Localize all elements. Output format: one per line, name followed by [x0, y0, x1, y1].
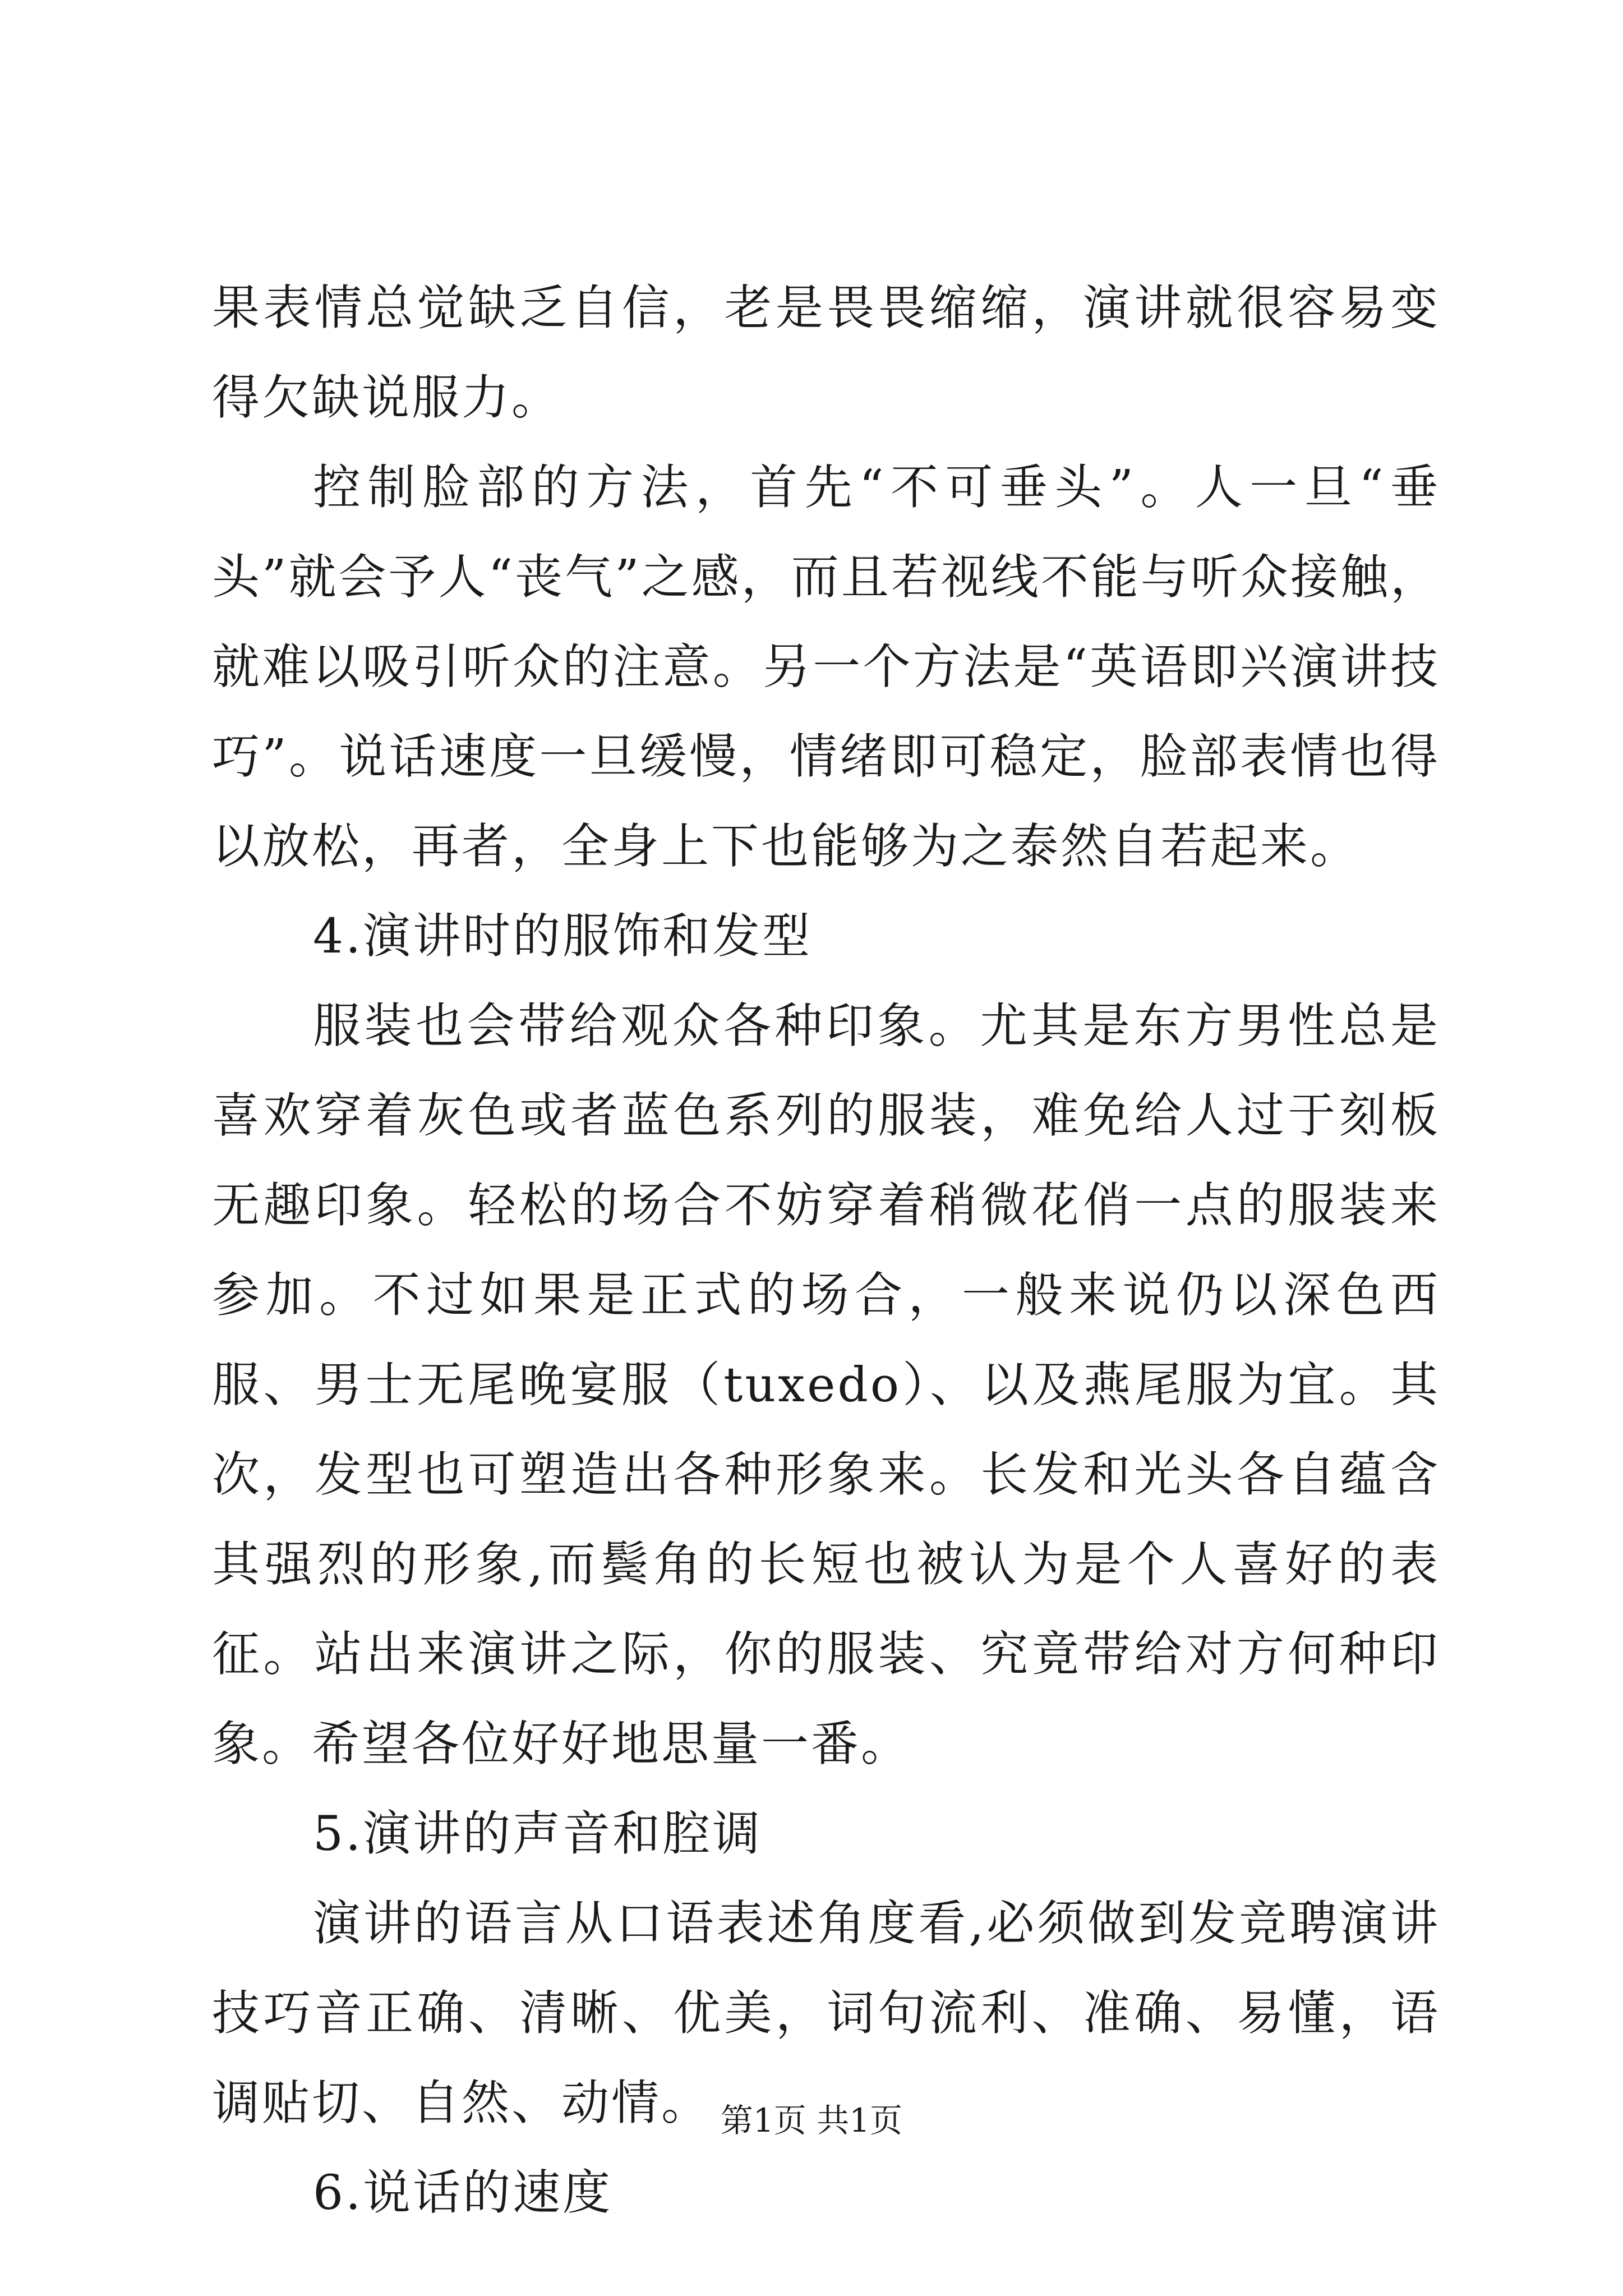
- document-body: [212, 264, 1440, 2238]
- paragraph-2: 控制脸部的方法，首先“不可垂头”。人一旦“垂头”就会予人“丧气”之感，而且若视线不能与听众接触，就难以吸引听众的注意。另一个方法是“英语即兴演讲技巧”。说话速度一旦缓慢，情绪即可稳定，脸部表情也得以放松，再者，全身上下也能够为之泰然自若起来。: [212, 460, 1440, 875]
- paragraph-4: 演讲的语言从口语表述角度看,必须做到发竞聘演讲技巧音正确、清晰、优美，词句流利、准确、易懂，语调贴切、自然、动情。: [212, 1896, 1440, 2131]
- page-footer: 第1页 共1页: [720, 2101, 903, 2139]
- section-heading-6: 6.说话的速度: [313, 2165, 613, 2221]
- paragraph-1: 果表情总觉缺乏自信，老是畏畏缩缩，演讲就很容易变得欠缺说服力。: [212, 280, 1440, 426]
- paragraph-3: 服装也会带给观众各种印象。尤其是东方男性总是喜欢穿着灰色或者蓝色系列的服装，难免给人过于刻板无趣印象。轻松的场合不妨穿着稍微花俏一点的服装来参加。不过如果是正式的场合，一般来说仍以深色西服、男士无尾晚宴服（tuxedo）、以及燕尾服为宜。其次，发型也可塑造出各种形象来。长发和光头各自蕴含其强烈的形象,而鬓角的长短也被认为是个人喜好的表征。站出来演讲之际，你的服装、究竟带给对方何种印象。希望各位好好地思量一番。: [212, 999, 1440, 1772]
- section-heading-5: 5.演讲的声音和腔调: [313, 1806, 763, 1862]
- section-heading-4: 4.演讲时的服饰和发型: [313, 909, 813, 964]
